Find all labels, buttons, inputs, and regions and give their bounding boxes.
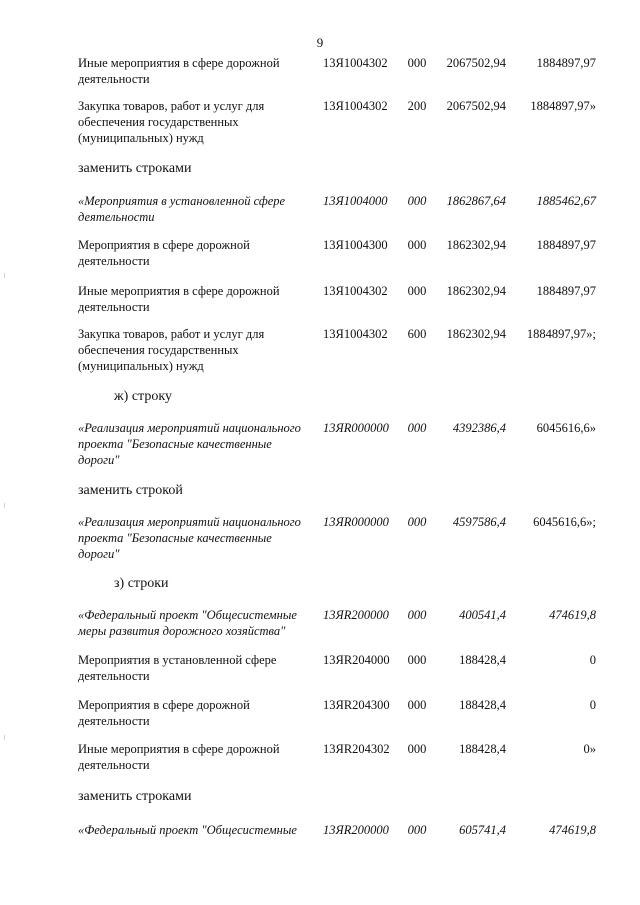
row-amount-2: 0» [583,742,596,756]
row-code: 13ЯR000000 [323,515,389,529]
row-amount-1: 1862302,94 [446,238,506,252]
row-vr: 200 [407,99,427,113]
row-amount-1: 188428,4 [459,742,506,756]
row-amount-2: 1884897,97 [536,238,596,252]
row-name: «Федеральный проект "Общесистемные меры развития дорожного хозяйства" [78,608,297,638]
row-amount-1: 400541,4 [459,608,506,622]
row-amount-2: 474619,8 [549,823,596,837]
row-code: 13Я1004302 [323,99,388,113]
row-amount-2: 1884897,97» [530,99,596,113]
row-amount-1: 1862867,64 [446,194,506,208]
row-name: Иные мероприятия в сфере дорожной деятельности [78,284,280,314]
row-code: 13ЯR200000 [323,608,389,622]
scan-mark [4,503,5,508]
row-amount-1: 1862302,94 [446,327,506,341]
section-heading: заменить строкой [78,483,183,498]
row-code: 13ЯR204302 [323,742,390,756]
row-amount-2: 1884897,97 [536,56,596,70]
row-code: 13ЯR204000 [323,653,390,667]
section-heading: ж) строку [114,389,172,404]
row-code: 13ЯR000000 [323,421,389,435]
section-heading: заменить строками [78,789,192,804]
row-vr: 000 [407,608,427,622]
row-name: Мероприятия в сфере дорожной деятельности [78,238,250,268]
row-vr: 000 [407,284,427,298]
row-amount-1: 4597586,4 [452,515,506,529]
row-vr: 000 [407,238,427,252]
row-code: 13Я1004302 [323,284,388,298]
row-vr: 000 [407,194,427,208]
row-code: 13ЯR204300 [323,698,390,712]
row-name: «Реализация мероприятий национального проекта "Безопасные качественные дороги" [78,421,301,467]
row-name: Закупка товаров, работ и услуг для обеспечения государственных (муниципальных) нужд [78,327,265,373]
row-amount-2: 0 [589,653,596,667]
row-vr: 000 [407,653,427,667]
row-amount-2: 1885462,67 [536,194,596,208]
row-code: 13Я1004000 [323,194,388,208]
row-code: 13Я1004302 [323,56,388,70]
row-amount-1: 605741,4 [459,823,506,837]
row-vr: 000 [407,56,427,70]
row-code: 13Я1004300 [323,238,388,252]
row-vr: 000 [407,698,427,712]
row-code: 13ЯR200000 [323,823,389,837]
scan-mark [4,273,5,278]
row-vr: 000 [407,742,427,756]
row-amount-2: 474619,8 [549,608,596,622]
row-vr: 000 [407,515,427,529]
row-amount-1: 188428,4 [459,653,506,667]
section-heading: з) строки [114,576,169,591]
row-amount-2: 6045616,6»; [533,515,596,529]
row-name: Мероприятия в установленной сфере деятельности [78,653,277,683]
section-heading: заменить строками [78,161,192,176]
row-amount-1: 2067502,94 [446,56,506,70]
row-name: Иные мероприятия в сфере дорожной деятельности [78,742,280,772]
row-amount-2: 1884897,97»; [526,327,596,341]
row-vr: 000 [407,823,427,837]
row-vr: 600 [407,327,427,341]
row-amount-1: 188428,4 [459,698,506,712]
scan-mark [4,735,5,740]
row-amount-1: 1862302,94 [446,284,506,298]
row-name: Мероприятия в сфере дорожной деятельности [78,698,250,728]
row-amount-1: 4392386,4 [452,421,506,435]
row-code: 13Я1004302 [323,327,388,341]
page-number: 9 [316,35,324,50]
row-name: «Федеральный проект "Общесистемные [78,823,297,837]
row-amount-2: 6045616,6» [536,421,596,435]
row-name: «Реализация мероприятий национального проекта "Безопасные качественные дороги" [78,515,301,561]
row-amount-1: 2067502,94 [446,99,506,113]
row-name: Иные мероприятия в сфере дорожной деятельности [78,56,280,86]
row-amount-2: 1884897,97 [536,284,596,298]
row-vr: 000 [407,421,427,435]
row-amount-2: 0 [589,698,596,712]
row-name: «Мероприятия в установленной сфере деятельности [78,194,286,224]
row-name: Закупка товаров, работ и услуг для обеспечения государственных (муниципальных) нужд [78,99,265,145]
